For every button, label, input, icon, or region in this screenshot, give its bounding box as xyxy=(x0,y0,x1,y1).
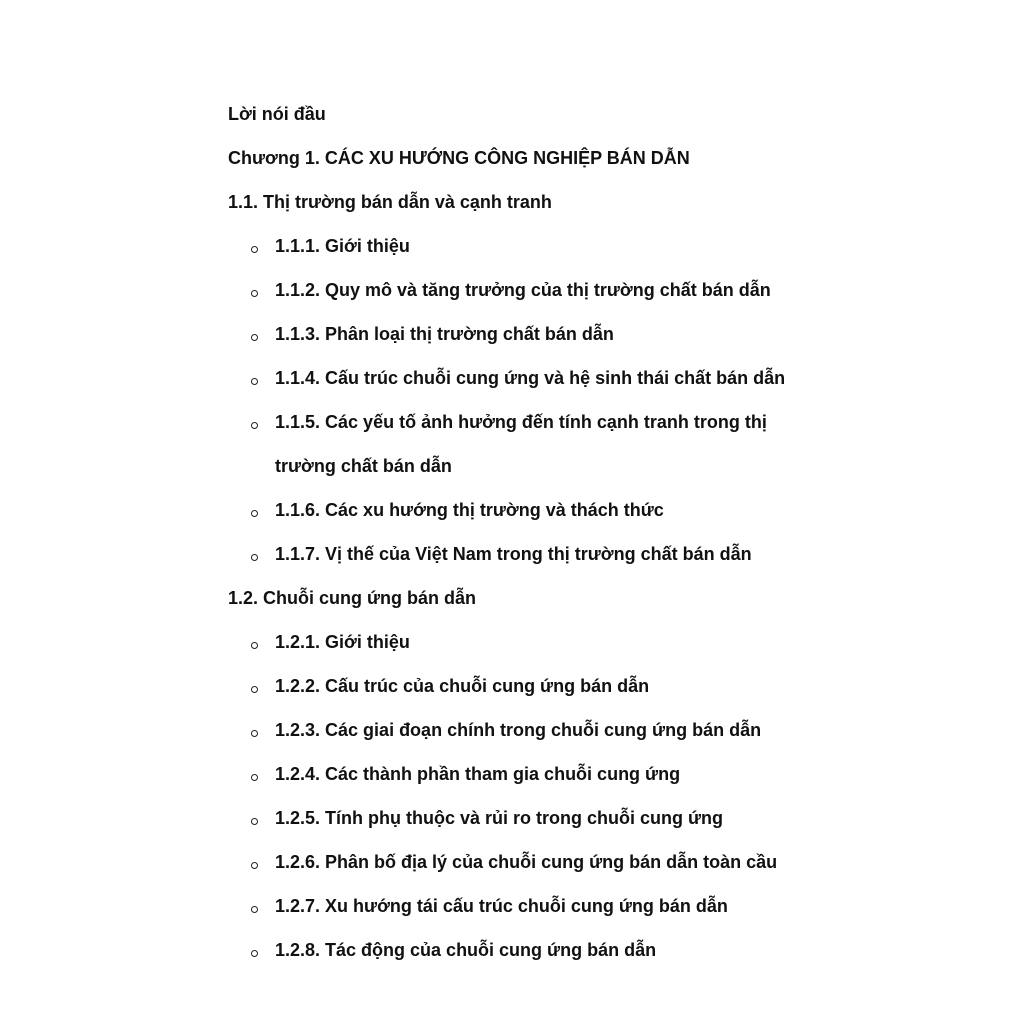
bullet-icon xyxy=(251,752,259,796)
bullet-icon xyxy=(251,840,259,884)
toc-item-label: 1.1.4. Cấu trúc chuỗi cung ứng và hệ sinh thái chất bán dẫn xyxy=(275,368,786,388)
toc-section-1-2: 1.2. Chuỗi cung ứng bán dẫn xyxy=(228,588,477,608)
toc-item-label: 1.2.2. Cấu trúc của chuỗi cung ứng bán dẫn xyxy=(275,676,650,696)
bullet-icon xyxy=(251,488,259,532)
toc-item-label: 1.1.5. Các yếu tố ảnh hưởng đến tính cạnh tranh trong thị trường chất bán dẫn xyxy=(275,412,767,476)
toc-item-1-1-1 xyxy=(228,224,868,268)
toc-item-label: 1.2.8. Tác động của chuỗi cung ứng bán dẫn xyxy=(275,940,657,960)
toc-item-1-1-2 xyxy=(228,268,868,312)
bullet-icon xyxy=(251,312,259,356)
bullet-icon xyxy=(251,400,259,444)
toc-item-1-2-5 xyxy=(228,796,868,840)
toc-item-1-2-7 xyxy=(228,884,868,928)
toc-item-1-1-3 xyxy=(228,312,868,356)
toc-item-1-2-8 xyxy=(228,928,868,972)
toc-item-label: 1.2.7. Xu hướng tái cấu trúc chuỗi cung ứng bán dẫn xyxy=(275,896,728,916)
toc-preface: Lời nói đầu xyxy=(228,104,326,124)
toc-item-1-1-4 xyxy=(228,356,868,400)
bullet-icon xyxy=(251,928,259,972)
bullet-icon xyxy=(251,796,259,840)
toc-item-label: 1.2.1. Giới thiệu xyxy=(275,632,410,652)
toc-item-label: 1.2.5. Tính phụ thuộc và rủi ro trong chuỗi cung ứng xyxy=(275,808,724,828)
bullet-icon xyxy=(251,708,259,752)
toc-item-1-2-6 xyxy=(228,840,868,884)
toc-item-label: 1.2.3. Các giai đoạn chính trong chuỗi cung ứng bán dẫn xyxy=(275,720,762,740)
toc-item-1-1-5 xyxy=(228,400,795,488)
toc-item-label: 1.1.2. Quy mô và tăng trưởng của thị trường chất bán dẫn xyxy=(275,280,771,300)
bullet-icon xyxy=(251,884,259,928)
bullet-icon xyxy=(251,532,259,576)
toc-item-1-2-4 xyxy=(228,752,868,796)
toc-item-1-2-2 xyxy=(228,664,868,708)
toc-item-1-1-6 xyxy=(228,488,868,532)
toc-item-label: 1.2.6. Phân bố địa lý của chuỗi cung ứng bán dẫn toàn cầu xyxy=(275,852,778,872)
toc-section-1-1: 1.1. Thị trường bán dẫn và cạnh tranh xyxy=(228,192,552,212)
toc-item-1-1-7 xyxy=(228,532,868,576)
toc-item-label: 1.1.1. Giới thiệu xyxy=(275,236,410,256)
toc-item-1-2-3 xyxy=(228,708,868,752)
table-of-contents xyxy=(228,92,868,972)
toc-item-label: 1.1.6. Các xu hướng thị trường và thách thức xyxy=(275,500,664,520)
toc-item-label: 1.1.3. Phân loại thị trường chất bán dẫn xyxy=(275,324,614,344)
toc-item-label: 1.1.7. Vị thế của Việt Nam trong thị trường chất bán dẫn xyxy=(275,544,752,564)
toc-item-label: 1.2.4. Các thành phần tham gia chuỗi cung ứng xyxy=(275,764,681,784)
toc-chapter-1: Chương 1. CÁC XU HƯỚNG CÔNG NGHIỆP BÁN DẪN xyxy=(228,148,690,168)
bullet-icon xyxy=(251,664,259,708)
toc-item-1-2-1 xyxy=(228,620,868,664)
bullet-icon xyxy=(251,356,259,400)
bullet-icon xyxy=(251,268,259,312)
bullet-icon xyxy=(251,224,259,268)
bullet-icon xyxy=(251,620,259,664)
